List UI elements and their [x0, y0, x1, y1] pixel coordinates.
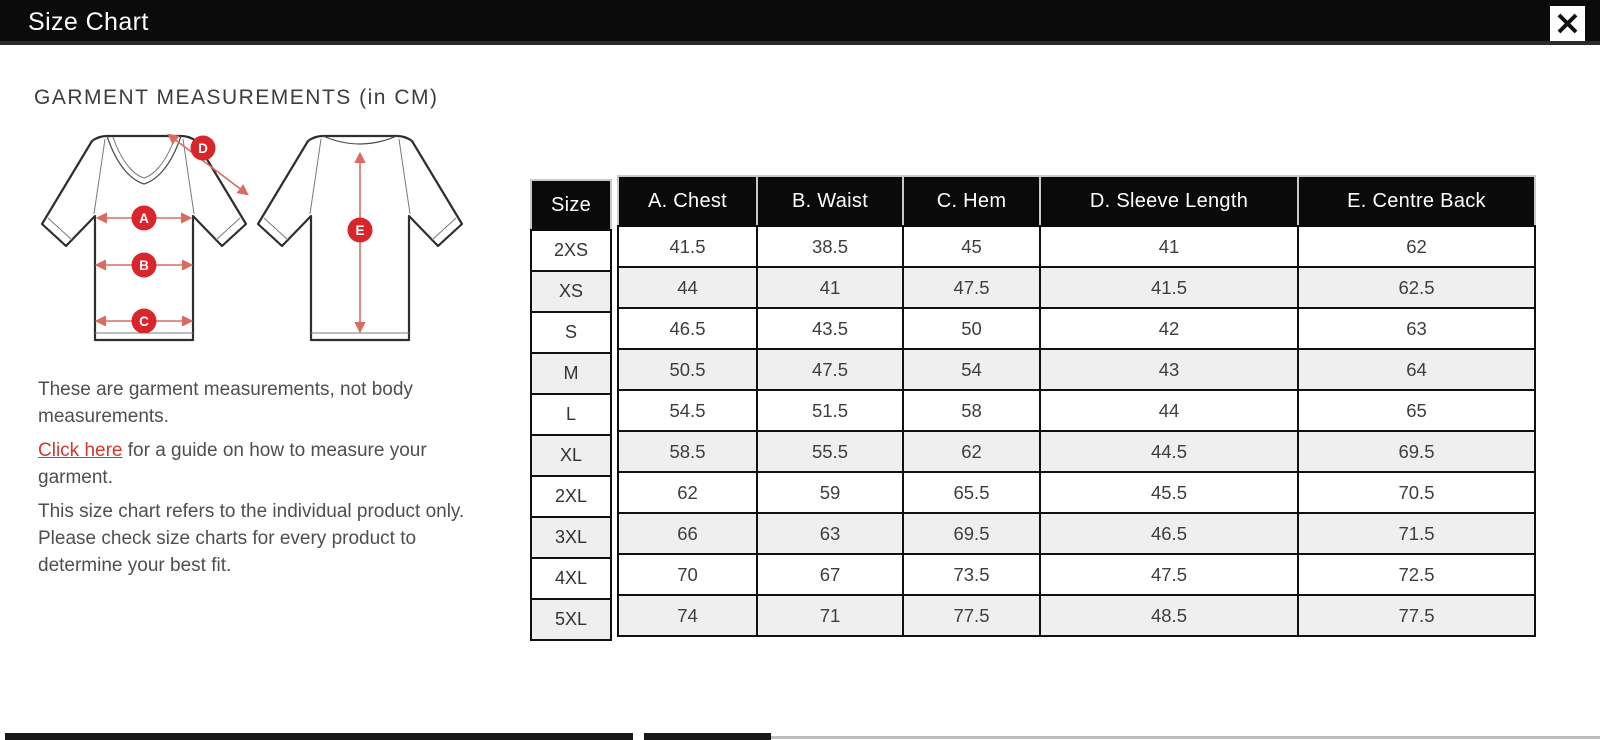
size-column-body — [531, 230, 611, 640]
marker-letter: B — [139, 258, 149, 273]
table-row — [618, 349, 1535, 390]
measurement-cell: 41.5 — [618, 226, 757, 267]
measurement-cell: 54 — [903, 349, 1040, 390]
column-header-hem: C. Hem — [903, 176, 1040, 226]
marker-letter: D — [198, 141, 208, 156]
note-disclaimer: This size chart refers to the individual product only. Please check size charts for every product to determine your best fit. — [38, 501, 465, 576]
size-cell: XL — [531, 435, 611, 476]
measurement-cell: 77.5 — [903, 595, 1040, 636]
table-row — [618, 267, 1535, 308]
marker-badge-b — [132, 253, 157, 278]
measurement-cell: 62 — [1298, 226, 1535, 267]
measurement-cell: 44.5 — [1040, 431, 1298, 472]
measurement-cell: 38.5 — [757, 226, 903, 267]
note-guide — [38, 437, 494, 491]
size-row — [531, 476, 611, 517]
measurement-cell: 44 — [618, 267, 757, 308]
marker-badge-c — [132, 309, 157, 334]
measurement-cell: 41 — [757, 267, 903, 308]
column-header-size: Size — [531, 180, 611, 230]
note-measurements: These are garment measurements, not body measurements. — [38, 379, 413, 427]
measurement-cell: 45.5 — [1040, 472, 1298, 513]
size-row — [531, 435, 611, 476]
size-row — [531, 599, 611, 640]
measurement-cell: 70.5 — [1298, 472, 1535, 513]
measurement-cell: 63 — [757, 513, 903, 554]
table-row — [618, 595, 1535, 636]
measurement-cell: 77.5 — [1298, 595, 1535, 636]
size-column-table — [530, 179, 612, 641]
measurement-cell: 58.5 — [618, 431, 757, 472]
size-row — [531, 394, 611, 435]
size-row — [531, 230, 611, 271]
page-below-bar — [5, 733, 633, 740]
size-cell: M — [531, 353, 611, 394]
measurements-table — [617, 175, 1536, 637]
size-cell: XS — [531, 271, 611, 312]
header-row — [618, 176, 1535, 226]
size-cell: 2XL — [531, 476, 611, 517]
note-guide-text: for a guide on how to measure your garment. — [38, 440, 427, 488]
size-cell: L — [531, 394, 611, 435]
measurement-cell: 69.5 — [903, 513, 1040, 554]
measurement-cell: 67 — [757, 554, 903, 595]
click-here-link[interactable]: Click here — [38, 440, 123, 461]
measurements-body — [618, 226, 1535, 636]
garment-diagram — [35, 120, 465, 358]
marker-badge-e — [348, 218, 373, 243]
measurement-cell: 47.5 — [903, 267, 1040, 308]
measurement-cell: 41 — [1040, 226, 1298, 267]
size-cell: 2XS — [531, 230, 611, 271]
table-row — [618, 308, 1535, 349]
page-below-bar — [644, 733, 771, 740]
table-row — [618, 431, 1535, 472]
measurement-cell: 58 — [903, 390, 1040, 431]
measurement-cell: 41.5 — [1040, 267, 1298, 308]
notes — [38, 376, 494, 586]
measurement-cell: 63 — [1298, 308, 1535, 349]
measurement-cell: 46.5 — [1040, 513, 1298, 554]
measurement-cell: 74 — [618, 595, 757, 636]
measurement-cell: 47.5 — [757, 349, 903, 390]
size-row — [531, 353, 611, 394]
measurement-cell: 72.5 — [1298, 554, 1535, 595]
size-cell: 5XL — [531, 599, 611, 640]
measurement-cell: 50.5 — [618, 349, 757, 390]
column-header-chest: A. Chest — [618, 176, 757, 226]
table-row — [618, 513, 1535, 554]
size-cell: 3XL — [531, 517, 611, 558]
table-row — [618, 226, 1535, 267]
measurement-cell: 69.5 — [1298, 431, 1535, 472]
measurement-cell: 62 — [618, 472, 757, 513]
marker-letter: C — [139, 314, 149, 329]
column-header-sleeve-length: D. Sleeve Length — [1040, 176, 1298, 226]
column-header-waist: B. Waist — [757, 176, 903, 226]
close-button[interactable] — [1550, 6, 1585, 41]
measurement-cell: 55.5 — [757, 431, 903, 472]
measurement-cell: 47.5 — [1040, 554, 1298, 595]
measurement-cell: 65 — [1298, 390, 1535, 431]
measurement-cell: 43 — [1040, 349, 1298, 390]
table-row — [618, 554, 1535, 595]
table-row — [618, 472, 1535, 513]
close-icon — [1555, 11, 1580, 36]
measurement-cell: 54.5 — [618, 390, 757, 431]
measurement-cell: 70 — [618, 554, 757, 595]
measurement-cell: 65.5 — [903, 472, 1040, 513]
measurement-cell: 62.5 — [1298, 267, 1535, 308]
measurement-cell: 46.5 — [618, 308, 757, 349]
marker-badge-d — [191, 136, 216, 161]
size-row — [531, 312, 611, 353]
measurement-cell: 50 — [903, 308, 1040, 349]
size-cell: S — [531, 312, 611, 353]
modal-title: Size Chart — [28, 8, 149, 36]
measurement-cell: 42 — [1040, 308, 1298, 349]
size-row — [531, 558, 611, 599]
size-row — [531, 517, 611, 558]
measurement-cell: 59 — [757, 472, 903, 513]
measurement-cell: 71.5 — [1298, 513, 1535, 554]
modal-header — [0, 0, 1600, 45]
measurement-cell: 48.5 — [1040, 595, 1298, 636]
measurement-cell: 45 — [903, 226, 1040, 267]
measurement-cell: 71 — [757, 595, 903, 636]
size-row — [531, 271, 611, 312]
size-chart-tables — [530, 175, 1536, 641]
measurement-cell: 51.5 — [757, 390, 903, 431]
marker-letter: A — [139, 211, 149, 226]
measurement-cell: 44 — [1040, 390, 1298, 431]
measurement-cell: 73.5 — [903, 554, 1040, 595]
header-row — [531, 180, 611, 230]
marker-badge-a — [132, 206, 157, 231]
page-below-divider — [771, 736, 1600, 739]
marker-letter: E — [355, 223, 365, 238]
measurement-cell: 62 — [903, 431, 1040, 472]
size-cell: 4XL — [531, 558, 611, 599]
column-header-centre-back: E. Centre Back — [1298, 176, 1535, 226]
measurement-cell: 66 — [618, 513, 757, 554]
table-row — [618, 390, 1535, 431]
measurement-cell: 43.5 — [757, 308, 903, 349]
garment-measurements-heading: GARMENT MEASUREMENTS (in CM) — [34, 86, 439, 109]
measurement-cell: 64 — [1298, 349, 1535, 390]
